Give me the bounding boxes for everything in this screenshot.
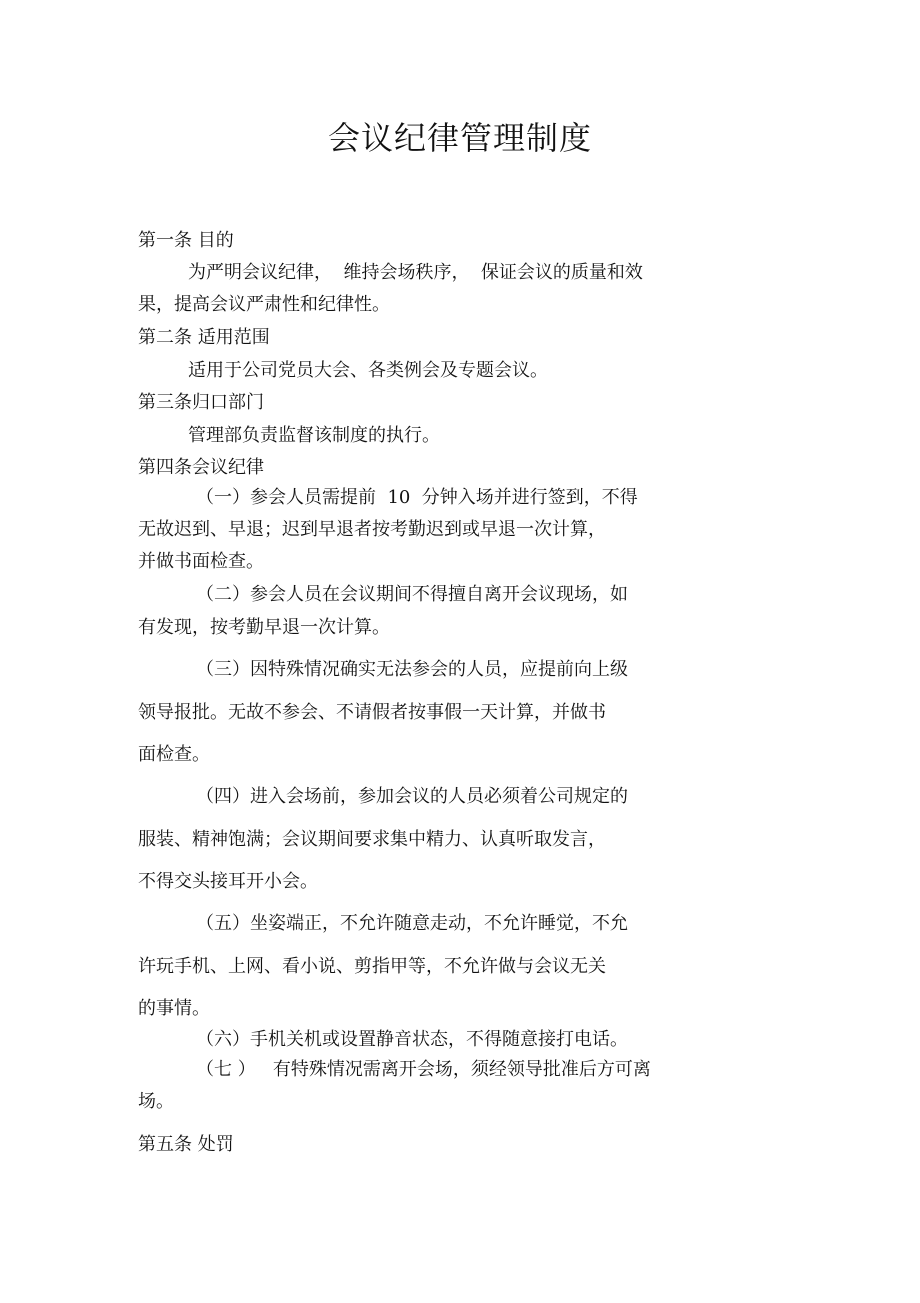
article-1-body-line-2: 果，提高会议严肃性和纪律性。 — [138, 294, 390, 315]
article-5-heading: 第五条 处罚 — [138, 1134, 234, 1155]
clause-3-line-1: （三）因特殊情况确实无法参会的人员，应提前向上级 — [196, 659, 628, 680]
article-1-heading: 第一条 目的 — [138, 230, 234, 251]
clause-5-line-3: 的事情。 — [138, 998, 210, 1019]
clause-3-line-3: 面检查。 — [138, 744, 210, 765]
clause-5-line-1: （五）坐姿端正，不允许随意走动，不允许睡觉，不允 — [196, 913, 628, 934]
clause-6: （六）手机关机或设置静音状态，不得随意接打电话。 — [196, 1029, 628, 1050]
clause-7-line-2: 场。 — [138, 1091, 174, 1112]
clause-3-line-2: 领导报批。无故不参会、不请假者按事假一天计算，并做书 — [138, 702, 606, 723]
clause-5-line-2: 许玩手机、上网、看小说、剪指甲等，不允许做与会议无关 — [138, 956, 606, 977]
article-3-body: 管理部负责监督该制度的执行。 — [188, 425, 440, 446]
clause-4-line-3: 不得交头接耳开小会。 — [138, 871, 318, 892]
clause-4-line-1: （四）进入会场前，参加会议的人员必须着公司规定的 — [196, 786, 628, 807]
clause-7-line-1: （七 ） 有特殊情况需离开会场，须经领导批准后方可离 — [196, 1059, 651, 1080]
clause-1-line-1: （一）参会人员需提前 10 分钟入场并进行签到，不得 — [196, 487, 638, 508]
clause-1-line-2: 无故迟到、早退；迟到早退者按考勤迟到或早退一次计算， — [138, 519, 606, 540]
clause-1-line-3: 并做书面检查。 — [138, 551, 264, 572]
article-3-heading: 第三条归口部门 — [138, 392, 264, 413]
article-2-body: 适用于公司党员大会、各类例会及专题会议。 — [188, 360, 548, 381]
clause-2-line-1: （二）参会人员在会议期间不得擅自离开会议现场，如 — [196, 584, 628, 605]
article-4-heading: 第四条会议纪律 — [138, 457, 264, 478]
clause-2-line-2: 有发现，按考勤早退一次计算。 — [138, 617, 390, 638]
clause-4-line-2: 服装、精神饱满；会议期间要求集中精力、认真听取发言， — [138, 829, 606, 850]
article-1-body-line-1: 为严明会议纪律， 维持会场秩序， 保证会议的质量和效 — [188, 262, 643, 283]
document-title: 会议纪律管理制度 — [327, 119, 592, 157]
article-2-heading: 第二条 适用范围 — [138, 327, 270, 348]
